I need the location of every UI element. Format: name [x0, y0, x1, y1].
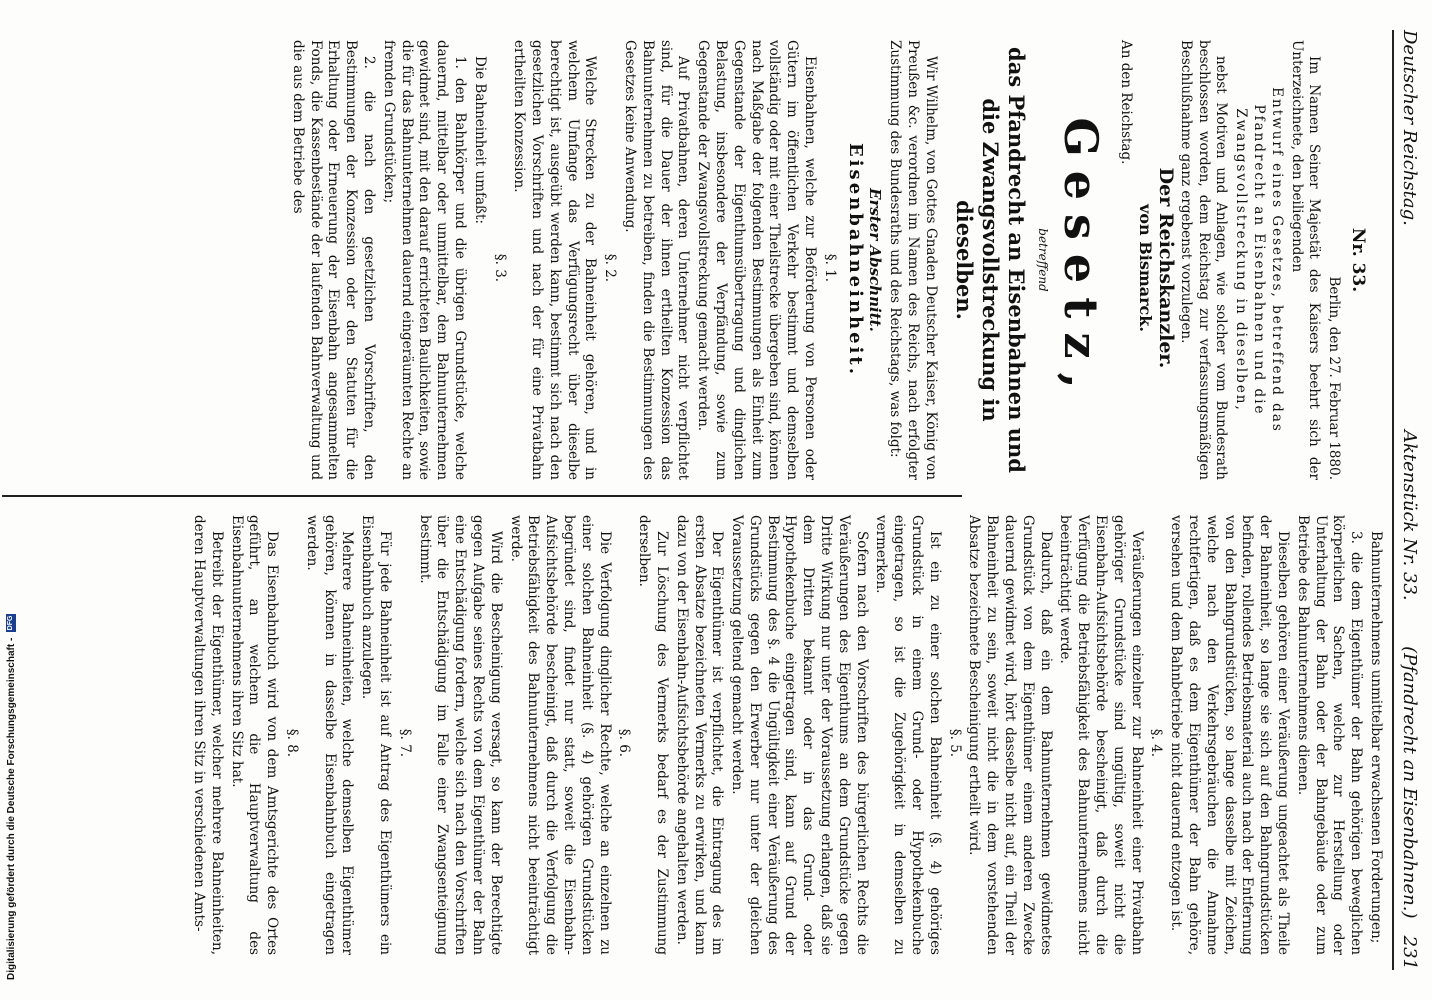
paragraph-4-label: §. 4.: [1148, 728, 1165, 758]
paragraph-8-label: §. 8.: [283, 728, 300, 758]
section-title: Eisenbahneinheit.: [844, 143, 866, 377]
right-column: [14, 515, 1384, 955]
law-subtitle: betreffend: [1035, 228, 1050, 292]
paragraph-2-label: §. 2.: [602, 253, 619, 283]
paragraph-2-text: Welche Strecken zu der Bahneinheit gehören, und in welchem Umfange das Verfügungsrecht über dieselbe berechtigt ist, ausgeübt werden kann, bestimmt sich nach den gesetzlichen Vorschriften und nach der für eine Privatbahn ertheilten Konzession.: [511, 40, 599, 480]
paragraph-6-text-b: Wird die Bescheinigung versagt, so kann der Berechtigte gegen Aufgabe seines Rechts von dem Eigenthümer der Bahn eine Entschädigung fordern, welche sich nach den Vorschriften über die Entschädigung im Falle einer Zwangsenteignung bestimmt.: [416, 515, 504, 955]
paragraph-5-text-b: Sofern nach den Vorschriften des bürgerlichen Rechts die Veräußerungen des Eigenthums an dem Grundstücke gegen Dritte Wirkung nur unter der Voraussetzung erlangen, daß sie dem Dritten bekannt oder in das Grund- oder Hypothekenbuche eingetragen sind, kann auf Grund der Bestimmung des §. 4 die Ungültigkeit einer Veräußerung des Grundstücks gegen den Erwerber nur unter der gleichen Voraussetzung geltend gemacht werden.: [729, 515, 870, 955]
paragraph-3-text: Die Bahneinheit umfaßt:: [471, 56, 488, 225]
paragraph-3-item-1: 1. den Bahnkörper und die übrigen Grundstücke, welche dauernd, mittelbar oder unmittelbar, dem Bahnunternehmen gewidmet sind, mit den darauf errichteten Baulichkeiten, sowie die für das Bahnunternehmen dauernd eingeräumten Rechte an fremden Grundstücken;: [380, 40, 468, 480]
paragraph-1-text: Eisenbahnen, welche zur Beförderung von Personen oder Gütern im öffentlichen Verkehr bestimmt und demselben vollständig oder mit einer Theilstrecke übergeben sind, können nach Maßgabe der folgenden Bestimmungen als Einheit zum Gegenstande der Eigenthumsübertragung und dinglichen Belastung, insbesondere der Verpfändung, sowie zum Gegenstande der Zwangsvollstreckung gemacht werden.: [695, 40, 819, 480]
paragraph-1-label: §. 1.: [821, 253, 838, 283]
paragraph-5-text-d: Zur Löschung des Vermerks bedarf es der Zustimmung derselben.: [636, 515, 670, 955]
paragraph-5-text-c: Der Eigenthümer ist verpflichtet, die Eintragung des im ersten Absatze bezeichneten Vermerks zu erwirken, und kann dazu von der Eisenbahn-Aufsichtsbehörde angehalten werden.: [673, 515, 726, 955]
paragraph-3-label: §. 3.: [491, 253, 508, 283]
document-date: Berlin, den 27. Februar 1880.: [1326, 276, 1343, 480]
page-number: 231: [1399, 935, 1420, 970]
addressee: An den Reichstag.: [1118, 40, 1135, 165]
header-right: [1399, 646, 1420, 970]
paragraph-4-text-b: Dadurch, daß ein dem Bahnunternehmen gewidmetes Grundstück von dem Eigenthümer einem anderen Zwecke dauernd gewidmet wird, hört dasselbe nicht auf, ein Theil der Bahneinheit zu sein, soweit nicht die in dem vorstehenden Absatze bezeichnete Bescheinigung ertheilt wird.: [966, 515, 1054, 955]
left-column: [12, 40, 1372, 480]
draft-title: Entwurf eines Gesetzes, betreffend das Pfandrecht an Eisenbahnen und die Zwangsvollstreckung in dieselben,: [1233, 87, 1285, 433]
signer-title: Der Reichskanzler.: [1155, 167, 1178, 369]
paragraph-3-item-3: 3. die dem Eigenthümer der Bahn gehörigen beweglichen körperlichen Sachen, welche zur Herstellung oder Unterhaltung der Bahn oder der Bahngebäude oder zum Betriebe des Bahnunternehmens dienen.: [1294, 515, 1365, 955]
paragraph-6-label: §. 6.: [616, 728, 633, 758]
paragraph-5-text: Ist ein zu einer solchen Bahneinheit (§. 4) gehöriges Grundstück in einem Grund- oder Hypothekenbuche eingetragen, so ist die Zugehörigkeit in demselben zu vermerken.: [873, 515, 943, 955]
header-right-text: (Pfandrecht an Eisenbahnen.): [1399, 646, 1420, 919]
paragraph-7-text: Für jede Bahneinheit ist auf Antrag des Eigenthümers ein Eisenbahnbuch anzulegen.: [359, 515, 393, 955]
law-title: das Pfandrecht an Eisenbahnen und die Zwangsvollstreckung in dieselben.: [951, 47, 1029, 473]
paragraph-1-text-b: Auf Privatbahnen, deren Unternehmer nicht verpflichtet sind, für die Dauer der ihnen ertheilten Konzession das Bahnunternehmen zu betreiben, finden die Bestimmungen des Gesetzes keine Anwendung.: [622, 40, 692, 480]
continued-text: Bahnunternehmens unmittelbar erwachsenen Forderungen;: [1368, 531, 1384, 944]
enactment-formula: Wir Wilhelm, von Gottes Gnaden Deutscher Kaiser, König von Preußen &c. verordnen im Namen des Reichs, nach erfolgter Zustimmung des Bundesraths und des Reichstags, was folgt:: [887, 40, 939, 480]
paragraph-3-item-3-b: Dieselben gehören einer Veräußerung ungeachtet als Theile der Bahneinheit, so lange sie sich auf den Bahngrundstücken befinden, rollendes Betriebsmaterial auch nach der Entfernung von den Bahngrundstücken, so lange dasselbe mit Zeichen, welche nach den Verkehrsgebräuchen die Annahme rechtfertigen, daß es dem Eigenthümer der Bahn gehöre, versehen und dem Bahnbetriebe nicht dauernd entzogen ist.: [1168, 515, 1292, 955]
paragraph-4-text: Veräußerungen einzelner zur Bahneinheit einer Privatbahn gehöriger Grundstücke sind ungültig, soweit nicht die Eisenbahn-Aufsichtsbehörde bescheinigt, daß durch die Verfügung die Betriebsfähigkeit des Bahnunternehmens nicht beeinträchtigt werde.: [1057, 515, 1145, 955]
intro-text: Im Namen Seiner Majestät des Kaisers beehrt sich der Unterzeichnete, den beiliegenden: [1288, 40, 1323, 480]
section-label: Erster Abschnitt.: [866, 188, 885, 332]
digitization-footer: [2, 540, 26, 980]
header-left: Deutscher Reichstag.: [1399, 30, 1420, 226]
dfg-logo-icon: DFG: [7, 615, 15, 631]
paragraph-7-text-b: Mehrere Bahneinheiten, welche demselben Eigenthümer gehören, können in dasselbe Eisenbahnbuch eingetragen werden.: [303, 515, 356, 955]
paragraph-3-item-2: 2. die nach den gesetzlichen Vorschriften, den Bestimmungen der Konzession oder den Statuten für die Erhaltung oder Erneuerung der Eisenbahn angesammelten Fonds, die Kassenbestände der laufenden Bahnverwaltung und die aus dem Betriebe des: [289, 40, 377, 480]
paragraph-7-label: §. 7.: [396, 728, 413, 758]
paragraph-8-text-b: Betreibt der Eigenthümer, welcher mehrere Bahneinheiten, deren Hauptverwaltungen ihren Sitz in verschiedenen Amts-: [191, 515, 225, 955]
page-header: [1392, 30, 1424, 970]
document-number: Nr. 33.: [1348, 227, 1368, 293]
footer-text-line: [6, 540, 20, 980]
paragraph-6-text: Die Verfolgung dinglicher Rechte, welche an einzelnen zu einer solchen Bahneinheit (§. 4) gehörigen Grundstücken begründet sind, findet nur statt, soweit die Eisenbahn-Aufsichtsbehörde bescheinigt, daß durch die Verfolgung die Betriebsfähigkeit des Bahnunternehmens nicht beeinträchtigt werde.: [507, 515, 613, 955]
signer-name: von Bismarck.: [1136, 204, 1156, 332]
intro-text-2: nebst Motiven und Anlagen, wie solcher vom Bundesrath beschlossen worden, dem Reichstag zur verfassungsmäßigen Beschlußnahme ganz ergebenst vorzulegen.: [1177, 40, 1230, 480]
footer-text: Digitalisierung gefördert durch die Deutsche Forschungsgemeinschaft -: [6, 637, 17, 980]
header-center: Aktenstück Nr. 33.: [1399, 430, 1420, 601]
paragraph-5-label: §. 5.: [946, 728, 963, 758]
paragraph-8-text: Das Eisenbahnbuch wird von dem Amtsgerichte des Ortes geführt, an welchem die Hauptverwaltung des Eisenbahnunternehmens ihren Sitz hat.: [228, 515, 281, 955]
law-heading: Gesetz,: [1053, 117, 1108, 403]
column-divider: [2, 495, 962, 497]
